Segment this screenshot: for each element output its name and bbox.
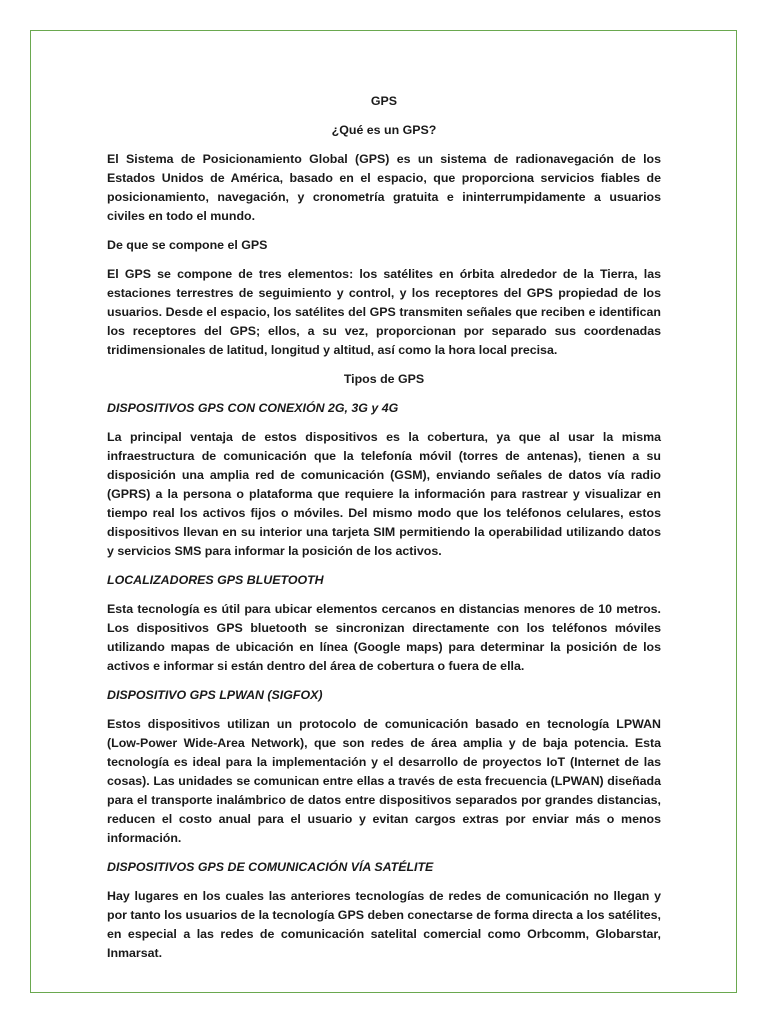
composition-paragraph: El GPS se compone de tres elementos: los satélites en órbita alrededor de la Tierra, las estaciones terrestres de seguimiento y control, y los receptores del GPS propiedad de los usuarios. Desde el espacio, los satélites del GPS transmiten señales que reciben e identifican los receptores del GPS; ellos, a su vez, proporcionan por separado sus coordenadas tridimensionales de latitud, longitud y altitud, así como la hora local precisa. xyxy=(107,267,661,357)
section-heading-lpwan: DISPOSITIVO GPS LPWAN (SIGFOX) xyxy=(107,688,323,702)
types-heading: Tipos de GPS xyxy=(343,372,425,386)
section-text-bluetooth: Esta tecnología es útil para ubicar elementos cercanos en distancias menores de 10 metros. Los dispositivos GPS bluetooth se sincronizan directamente con los teléfonos móviles utilizando mapas de ubicación en línea (Google maps) para determinar la posición de los activos e informar si están dentro del área de cobertura o fuera de ella. xyxy=(107,602,661,673)
section-heading-satellite: DISPOSITIVOS GPS DE COMUNICACIÓN VÍA SATÉLITE xyxy=(107,860,434,874)
section-heading-bluetooth: LOCALIZADORES GPS BLUETOOTH xyxy=(107,573,324,587)
section-text-lpwan: Estos dispositivos utilizan un protocolo de comunicación basado en tecnología LPWAN (Low-Power Wide-Area Network), que son redes de área amplia y de baja potencia. Esta tecnología es ideal para la implementación y el desarrollo de proyectos IoT (Internet de las cosas). Las unidades se comunican entre ellas a través de esta frecuencia (LPWAN) diseñada para el transporte inalámbrico de datos entre dispositivos separados por grandes distancias, reducen el costo anual para el usuario y evitan cargos extras por enviar más o menos información. xyxy=(107,717,661,845)
question-heading: ¿Qué es un GPS? xyxy=(331,123,437,137)
section-text-satellite: Hay lugares en los cuales las anteriores tecnologías de redes de comunicación no llegan y por tanto los usuarios de la tecnología GPS deben conectarse de forma directa a los satélites, en especial a las redes de comunicación satelital comercial como Orbcomm, Globarstar, Inmarsat. xyxy=(107,889,661,960)
section-heading-cellular: DISPOSITIVOS GPS CON CONEXIÓN 2G, 3G y 4G xyxy=(107,401,399,415)
composition-heading: De que se compone el GPS xyxy=(107,238,268,252)
intro-paragraph: El Sistema de Posicionamiento Global (GPS) es un sistema de radionavegación de los Estados Unidos de América, basado en el espacio, que proporciona servicios fiables de posicionamiento, navegación, y cronometría gratuita e ininterrumpidamente a usuarios civiles en todo el mundo. xyxy=(107,152,661,223)
section-text-cellular: La principal ventaja de estos dispositivos es la cobertura, ya que al usar la misma infraestructura de comunicación que la telefonía móvil (torres de antenas), tienen a su disposición una amplia red de comunicación (GSM), enviando señales de datos vía radio (GPRS) a la persona o plataforma que requiere la información para rastrear y visualizar en tiempo real los activos fijos o móviles. Del mismo modo que los teléfonos celulares, estos dispositivos llevan en su interior una tarjeta SIM permitiendo la operabilidad utilizando datos y servicios SMS para informar la posición de los activos. xyxy=(107,430,661,558)
document-title: GPS xyxy=(370,94,398,108)
document-body xyxy=(107,92,661,973)
